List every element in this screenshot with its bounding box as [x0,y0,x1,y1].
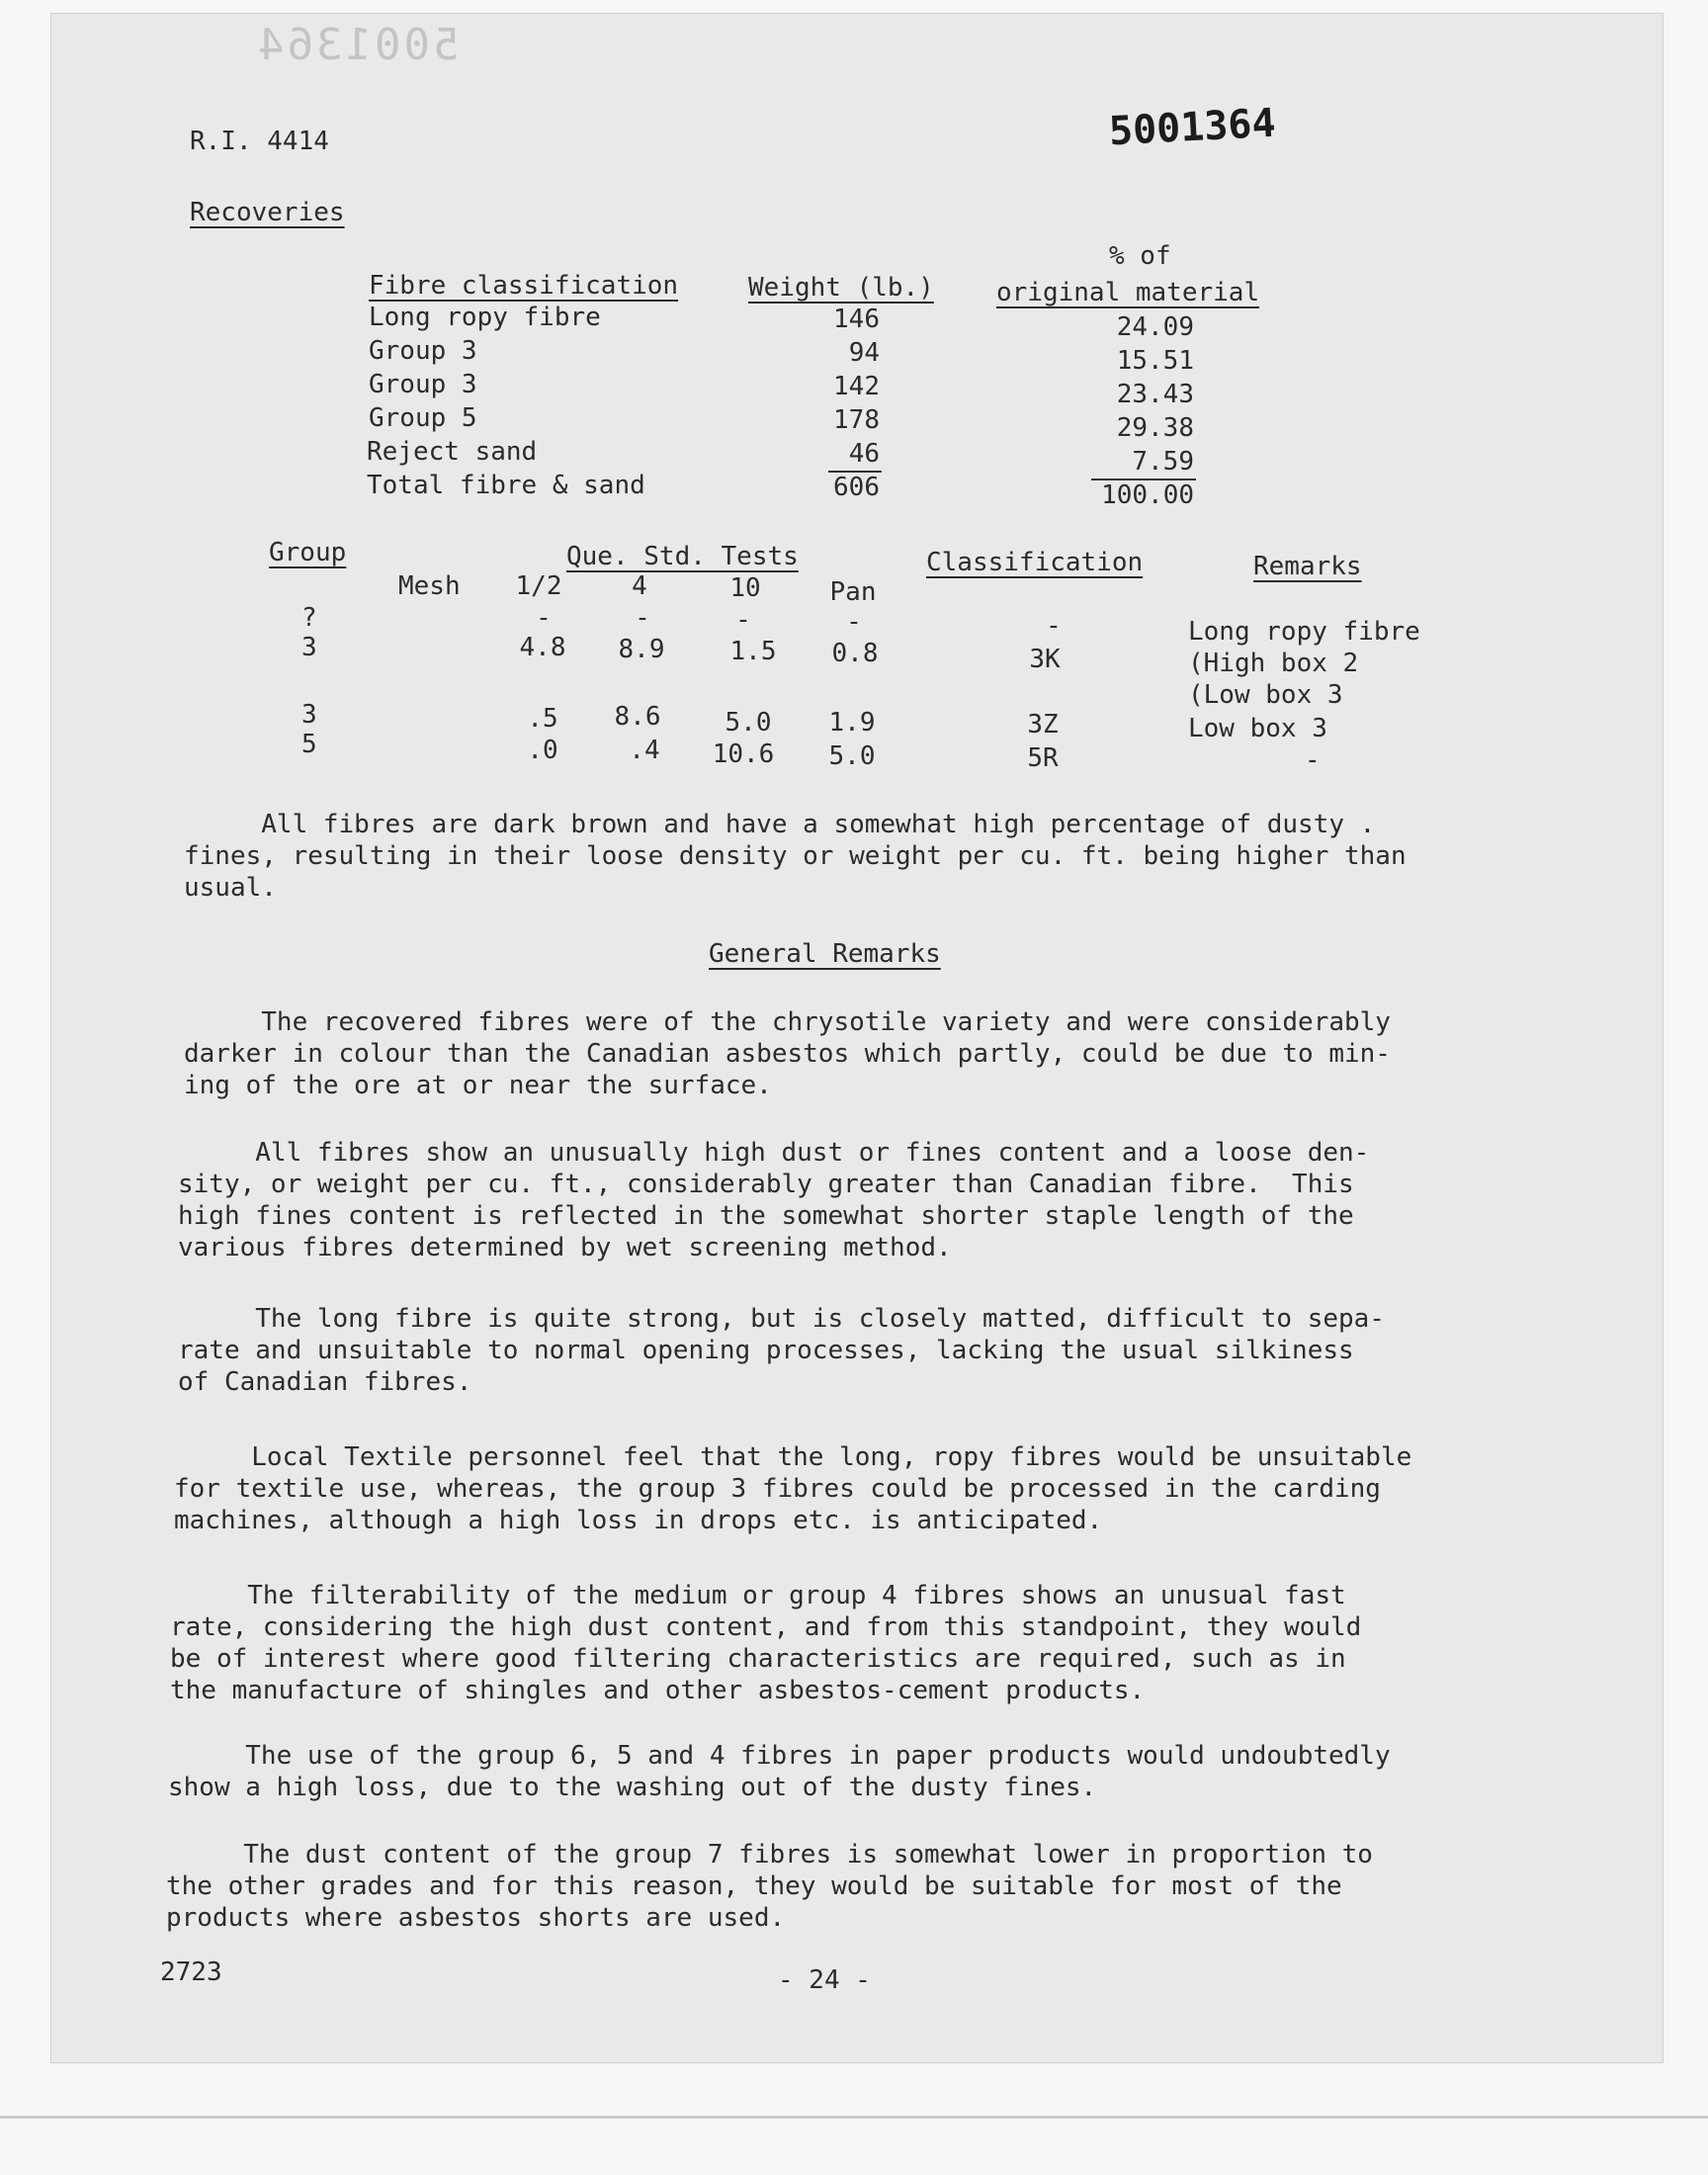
row-weight: 178 [833,405,880,435]
row-weight: 146 [833,304,880,334]
row-mesh-4: .4 [629,736,660,765]
row-pct: 100.00 [1101,480,1194,510]
row-mesh-4: 8.6 [614,702,661,732]
row-mesh-10: 10.6 [712,740,775,769]
row-mesh-half: .5 [527,704,558,734]
row-mesh-half: - [536,603,552,633]
mesh-header: 10 [729,573,761,603]
remark-paragraph: The filterability of the medium or group 4 fibres shows an unusual fast rate, considering the high dust content, and from this standpoint, they would be of interest where good filtering characteristics are required, such as in the manufacture of shingles and other asbestos-cement products. [170,1581,1362,1705]
remark-paragraph: The recovered fibres were of the chrysotile variety and were considerably darker in colour than the Canadian asbestos which partly, could be due to min- ing of the ore at or near the surface. [184,1007,1391,1100]
col-que-std-tests: Que. Std. Tests [566,542,799,571]
scan-edge-line [0,2116,1708,2119]
mesh-header: Pan [829,577,877,607]
remark-paragraph: The use of the group 6, 5 and 4 fibres in paper products would undoubtedly show a high loss, due to the washing out of the dusty fines. [168,1741,1391,1802]
col-pct-line2: original material [996,278,1260,307]
row-weight: 46 [848,439,880,469]
row-mesh-4: 8.9 [618,635,665,664]
row-remarks: (High box 2 [1188,649,1359,678]
row-group: 5 [301,730,317,759]
row-classification: - [1046,611,1062,641]
remark-paragraph: The long fibre is quite strong, but is closely matted, difficult to sepa- rate and unsuitable to normal opening processes, lacking the usual silkiness of Canadian fibres. [178,1304,1385,1397]
row-mesh-half: 4.8 [519,633,566,662]
row-pct: 24.09 [1116,312,1194,342]
row-pct: 23.43 [1116,380,1194,409]
row-remarks: (Low box 3 [1188,680,1343,710]
fibre-note: All fibres are dark brown and have a somewhat high percentage of dusty . fines, resulting in their loose density or weight per cu. ft. being higher than usual. [184,810,1407,903]
row-label: Group 5 [369,403,477,433]
report-id: R.I. 4414 [190,127,329,156]
row-weight: 94 [848,338,880,368]
row-mesh-10: 5.0 [725,708,772,738]
row-mesh-10: 1.5 [729,637,777,666]
row-mesh-half: .0 [527,736,558,765]
mesh-header: 1/2 [515,571,562,601]
bleed-through-number: 5001364 [255,20,460,70]
row-pct: 7.59 [1132,447,1194,477]
remark-paragraph: All fibres show an unusually high dust or fines content and a loose den- sity, or weight per cu. ft., considerably greater than Canadian fibre. This high fines content is reflected in the somewhat shorter staple length of the various fibres determined by wet screening method. [178,1138,1370,1262]
row-classification: 5R [1027,743,1059,773]
row-label: Total fibre & sand [367,471,645,500]
row-remarks: - [1305,745,1321,775]
row-group: 3 [301,633,317,662]
row-mesh-pan: - [846,607,862,637]
remark-paragraph: Local Textile personnel feel that the long, ropy fibres would be unsuitable for textile use, whereas, the group 3 fibres could be processed in the carding machines, although a high loss in drops etc. is anticipated. [174,1442,1412,1535]
row-remarks: Long ropy fibre [1188,617,1420,647]
col-group: Group [269,538,347,567]
document-number-stamp: 5001364 [1107,100,1277,155]
row-mesh-10: - [735,605,751,635]
row-group: 3 [301,700,317,730]
remark-paragraph: The dust content of the group 7 fibres is somewhat lower in proportion to the other grades and for this reason, they would be suitable for most of the products where asbestos shorts are used. [166,1840,1373,1933]
col-remarks: Remarks [1253,552,1362,581]
mesh-header: 4 [632,571,647,601]
footer-code: 2723 [160,1958,222,1987]
row-weight: 142 [833,372,880,401]
col-pct-line1: % of [1109,241,1171,271]
row-mesh-pan: 0.8 [831,639,879,668]
row-mesh-pan: 1.9 [828,708,876,738]
row-pct: 29.38 [1116,413,1194,443]
page-number: - 24 - [778,1965,871,1995]
row-classification: 3K [1029,645,1061,674]
row-weight: 606 [833,473,880,502]
col-fibre-classification: Fibre classification [369,271,679,301]
row-pct: 15.51 [1116,346,1194,376]
row-label: Reject sand [367,437,538,467]
row-classification: 3Z [1027,710,1059,740]
row-mesh-pan: 5.0 [828,741,876,771]
general-remarks-heading: General Remarks [709,939,941,969]
recoveries-heading: Recoveries [190,198,345,227]
col-weight: Weight (lb.) [748,273,934,303]
row-mesh-4: - [635,603,650,633]
row-label: Long ropy fibre [369,303,601,332]
row-group: ? [301,603,317,633]
row-label: Group 3 [369,370,477,399]
row-remarks: Low box 3 [1188,714,1327,743]
col-mesh: Mesh [398,571,461,601]
col-classification: Classification [926,548,1144,577]
row-label: Group 3 [369,336,477,366]
